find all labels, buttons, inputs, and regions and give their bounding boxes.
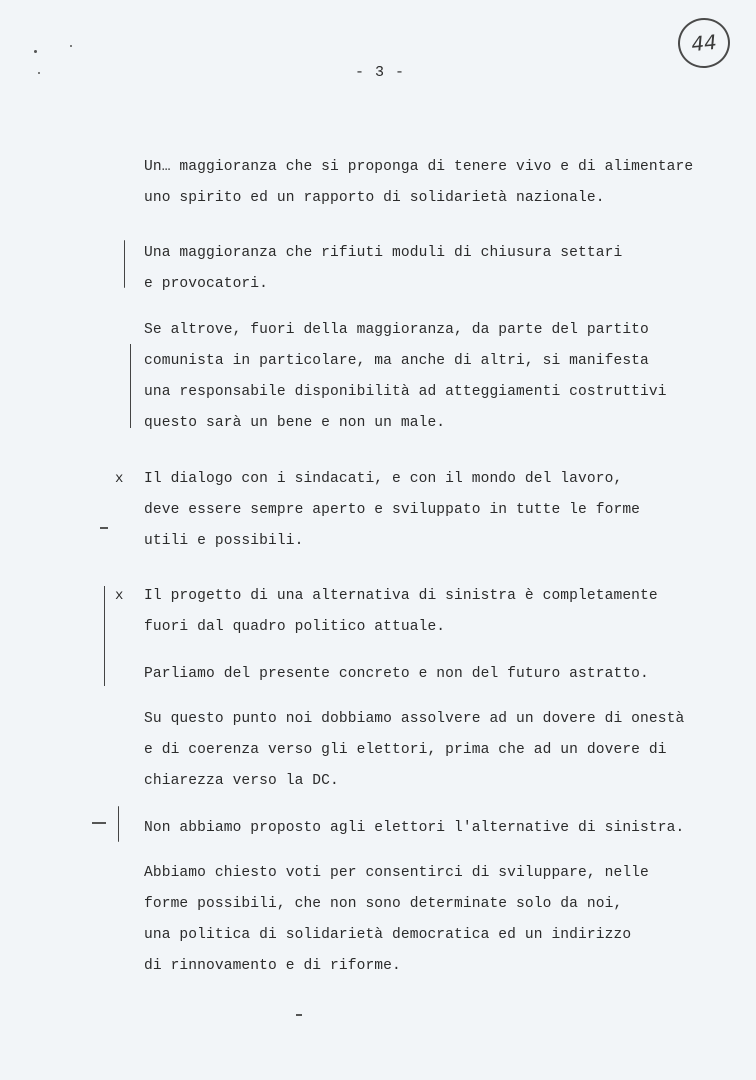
text-line: Abbiamo chiesto voti per consentirci di sviluppare, nelle <box>144 865 649 881</box>
text-line: una responsabile disponibilità ad atteggiamenti costruttivi <box>144 384 667 400</box>
margin-bracket <box>118 806 119 842</box>
text-line: e di coerenza verso gli elettori, prima che ad un dovere di <box>144 742 667 758</box>
text-line: Il progetto di una alternativa di sinistra è completamente <box>144 588 658 604</box>
text-line: Il dialogo con i sindacati, e con il mondo del lavoro, <box>144 471 623 487</box>
paragraph <box>144 238 734 300</box>
ink-speck <box>34 50 37 53</box>
text-line: Se altrove, fuori della maggioranza, da parte del partito <box>144 322 649 338</box>
text-line: deve essere sempre aperto e sviluppato in tutte le forme <box>144 502 641 518</box>
margin-bracket <box>130 344 131 428</box>
text-line: Su questo punto noi dobbiamo assolvere ad un dovere di onestà <box>144 711 685 727</box>
text-line: Non abbiamo proposto agli elettori l'alternative di sinistra. <box>144 820 685 836</box>
margin-dash <box>100 527 108 529</box>
margin-bracket <box>104 586 105 686</box>
text-line: chiarezza verso la DC. <box>144 773 339 789</box>
paragraph <box>144 581 734 643</box>
text-line: Parliamo del presente concreto e non del futuro astratto. <box>144 666 649 682</box>
ink-speck <box>70 45 72 47</box>
text-line: utili e possibili. <box>144 533 304 549</box>
text-line: e provocatori. <box>144 276 269 292</box>
paragraph <box>144 152 734 214</box>
paragraph <box>144 315 734 439</box>
paragraph <box>144 464 734 557</box>
archive-number-stamp: 44 <box>676 15 733 70</box>
text-line: uno spirito ed un rapporto di solidarietà nazionale. <box>144 190 605 206</box>
paragraph <box>144 659 734 690</box>
paragraph <box>144 813 734 844</box>
paragraph <box>144 704 734 797</box>
text-line: forme possibili, che non sono determinate solo da noi, <box>144 896 623 912</box>
text-line: comunista in particolare, ma anche di altri, si manifesta <box>144 353 649 369</box>
paragraph <box>144 858 734 982</box>
text-line: Una maggioranza che rifiuti moduli di chiusura settari <box>144 245 623 261</box>
text-line: una politica di solidarietà democratica ed un indirizzo <box>144 927 632 943</box>
text-line: questo sarà un bene e non un male. <box>144 415 446 431</box>
ink-speck <box>38 72 40 74</box>
page-number: - 3 - <box>355 64 406 81</box>
margin-x-mark: x <box>115 471 124 487</box>
text-line: fuori dal quadro politico attuale. <box>144 619 446 635</box>
margin-x-mark: x <box>115 588 124 604</box>
margin-dash <box>296 1014 302 1016</box>
text-line: Un… maggioranza che si proponga di tenere vivo e di alimentare <box>144 159 694 175</box>
margin-dash <box>92 822 106 824</box>
margin-bracket <box>124 240 125 288</box>
text-line: di rinnovamento e di riforme. <box>144 958 401 974</box>
